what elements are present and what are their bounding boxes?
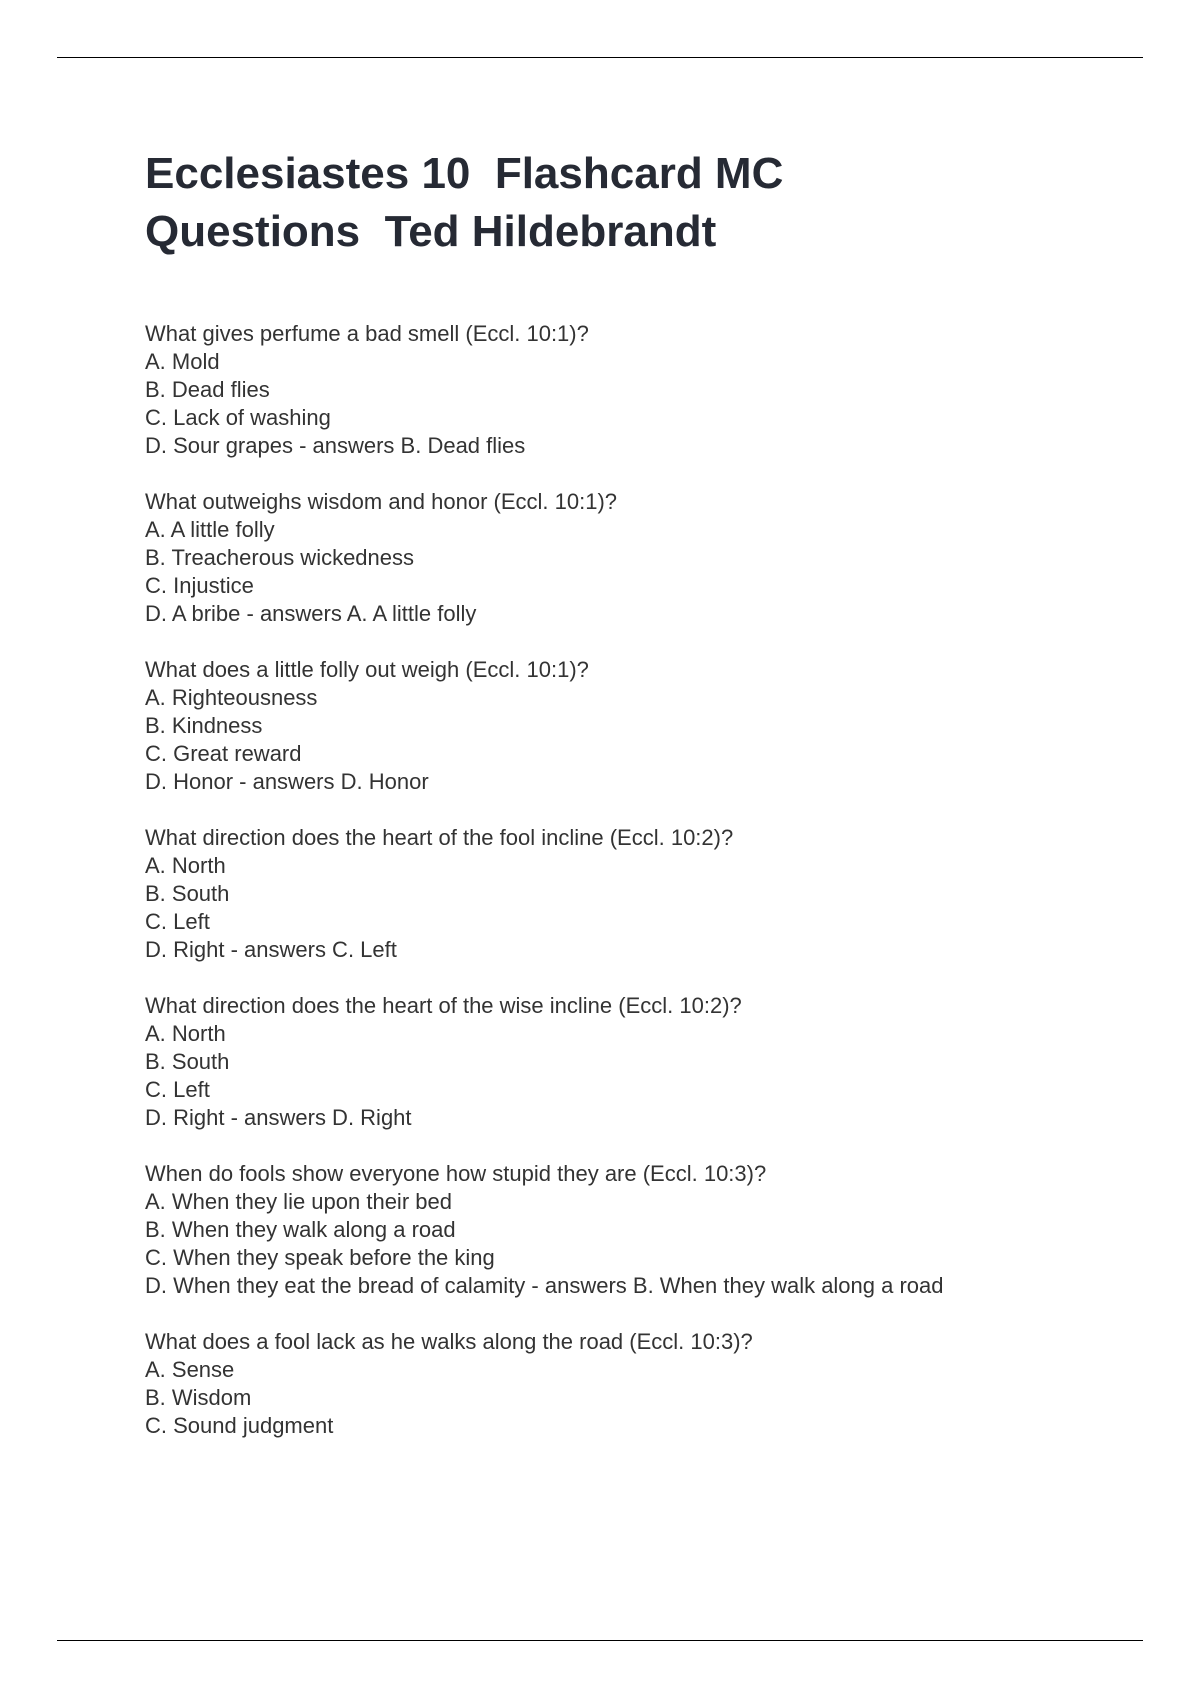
question-text: What direction does the heart of the fool incline (Eccl. 10:2)? (145, 825, 734, 850)
question-text: What does a little folly out weigh (Eccl. 10:1)? (145, 657, 589, 682)
answer-option: D. When they eat the bread of calamity - answers B. When they walk along a road (145, 1273, 944, 1298)
answer-option: A. Sense (145, 1357, 235, 1382)
answer-option: B. Dead flies (145, 377, 270, 402)
answer-option: A. Righteousness (145, 685, 318, 710)
question-text: What outweighs wisdom and honor (Eccl. 10:1)? (145, 489, 618, 514)
answer-option: B. When they walk along a road (145, 1217, 456, 1242)
answer-option: C. When they speak before the king (145, 1245, 495, 1270)
answer-option: C. Sound judgment (145, 1413, 334, 1438)
question-block (145, 320, 1105, 460)
bottom-rule (57, 1640, 1143, 1641)
answer-option: A. North (145, 853, 226, 878)
question-text: When do fools show everyone how stupid they are (Eccl. 10:3)? (145, 1161, 767, 1186)
top-rule (57, 57, 1143, 58)
question-block (145, 824, 1105, 964)
answer-option: D. Sour grapes - answers B. Dead flies (145, 433, 526, 458)
answer-option: D. Honor - answers D. Honor (145, 769, 429, 794)
question-block (145, 656, 1105, 796)
question-block (145, 992, 1105, 1132)
answer-option: B. South (145, 881, 230, 906)
answer-option: B. Wisdom (145, 1385, 252, 1410)
answer-option: D. Right - answers C. Left (145, 937, 397, 962)
answer-option: A. When they lie upon their bed (145, 1189, 452, 1214)
question-text: What gives perfume a bad smell (Eccl. 10:1)? (145, 321, 589, 346)
answer-option: A. A little folly (145, 517, 275, 542)
question-list (145, 320, 1105, 1440)
document-title (145, 145, 1105, 261)
question-text: What does a fool lack as he walks along the road (Eccl. 10:3)? (145, 1329, 753, 1354)
question-block (145, 488, 1105, 628)
answer-option: B. South (145, 1049, 230, 1074)
answer-option: C. Left (145, 1077, 210, 1102)
title-line-1: Ecclesiastes 10 Flashcard MC (145, 149, 784, 198)
answer-option: A. Mold (145, 349, 220, 374)
answer-option: B. Kindness (145, 713, 263, 738)
answer-option: C. Great reward (145, 741, 302, 766)
answer-option: A. North (145, 1021, 226, 1046)
answer-option: C. Lack of washing (145, 405, 331, 430)
title-line-2: Questions Ted Hildebrandt (145, 207, 717, 256)
question-text: What direction does the heart of the wise incline (Eccl. 10:2)? (145, 993, 742, 1018)
question-block (145, 1328, 1105, 1440)
question-block (145, 1160, 1105, 1300)
document-body (145, 145, 1105, 1468)
answer-option: D. Right - answers D. Right (145, 1105, 412, 1130)
answer-option: C. Left (145, 909, 210, 934)
answer-option: B. Treacherous wickedness (145, 545, 415, 570)
answer-option: C. Injustice (145, 573, 254, 598)
answer-option: D. A bribe - answers A. A little folly (145, 601, 477, 626)
